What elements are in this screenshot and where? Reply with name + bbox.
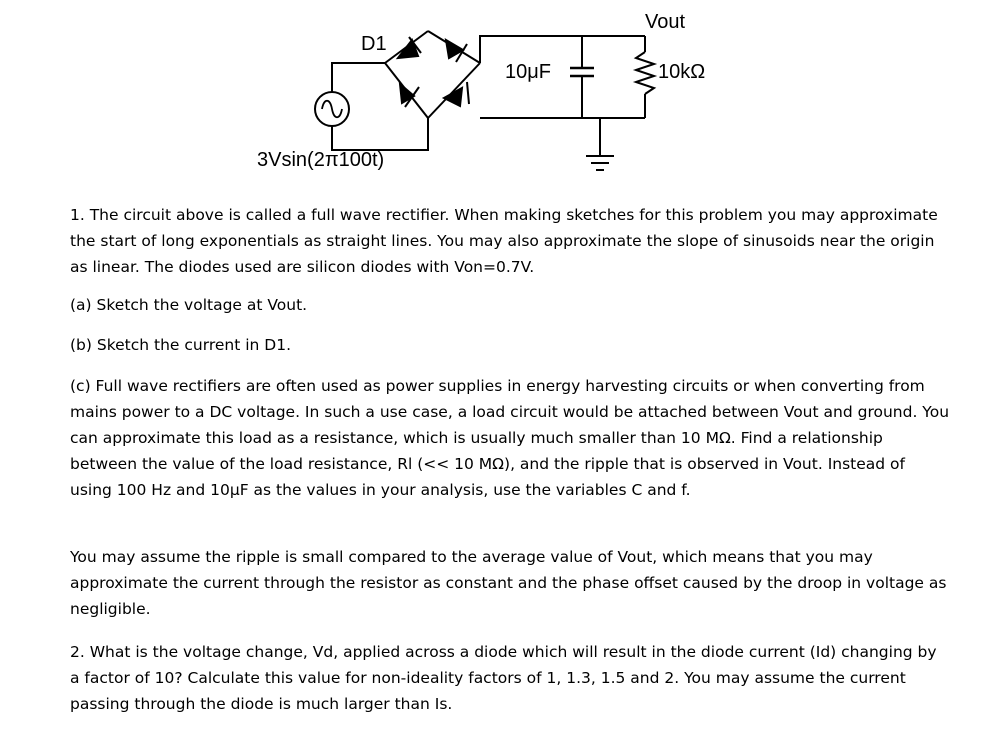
problem-1c-assumption-text: You may assume the ripple is small compared to the average value of Vout, which means that you may approximate the current through the resistor as constant and the phase offset caused by the droop in voltage as negligible. [70, 548, 947, 618]
capacitor-symbol [570, 68, 594, 76]
problem-1a-text: (a) Sketch the voltage at Vout. [70, 296, 308, 314]
resistor-zigzag [636, 52, 654, 94]
diode-top-right-icon [446, 40, 467, 62]
problem-1c-text: (c) Full wave rectifiers are often used as power supplies in energy harvesting circuits or when converting from mains power to a DC voltage. In such a use case, a load circuit would be attached between Vout and ground. You can approximate this load as a resistance, which is usually much smaller than 10 MΩ. Find a relationship between the value of the load resistance, Rl (<< 10 MΩ), and the ripple that is observed in Vout. Instead of using 100 Hz and 10μF as the values in your analysis, use the variables C and f. [70, 377, 950, 499]
problem-2-text: 2. What is the voltage change, Vd, applied across a diode which will result in the diode current (Id) changing by a factor of 10? Calculate this value for non-ideality factors of 1, 1.3, 1.5 and 2. You may assume the current passing through the diode is much larger than Is. [70, 643, 937, 713]
problem-1-text: 1. The circuit above is called a full wave rectifier. When making sketches for this problem you may approximate the start of long exponentials as straight lines. You may also approximate the slope of sinusoids near the origin as linear. The diodes used are silicon diodes with Von=0.7V. [70, 206, 938, 276]
problem-1b-text: (b) Sketch the current in D1. [70, 336, 291, 354]
top-rail-wire [480, 36, 645, 63]
diode-bottom-right-icon [444, 82, 469, 106]
source-label: 3Vsin(2π100t) [257, 149, 385, 171]
ground-symbol [586, 156, 614, 170]
bridge-right-bottom-wire [428, 63, 480, 118]
diode-d1-label: D1 [361, 33, 387, 55]
ac-source-icon [315, 92, 349, 126]
rectifier-circuit-diagram [0, 0, 1003, 200]
source-bottom-wire [332, 118, 428, 150]
diode-d1-icon [398, 37, 421, 58]
capacitor-label: 10μF [505, 61, 551, 83]
vout-label: Vout [645, 11, 686, 33]
source-top-wire [332, 63, 385, 92]
resistor-label: 10kΩ [658, 61, 706, 83]
